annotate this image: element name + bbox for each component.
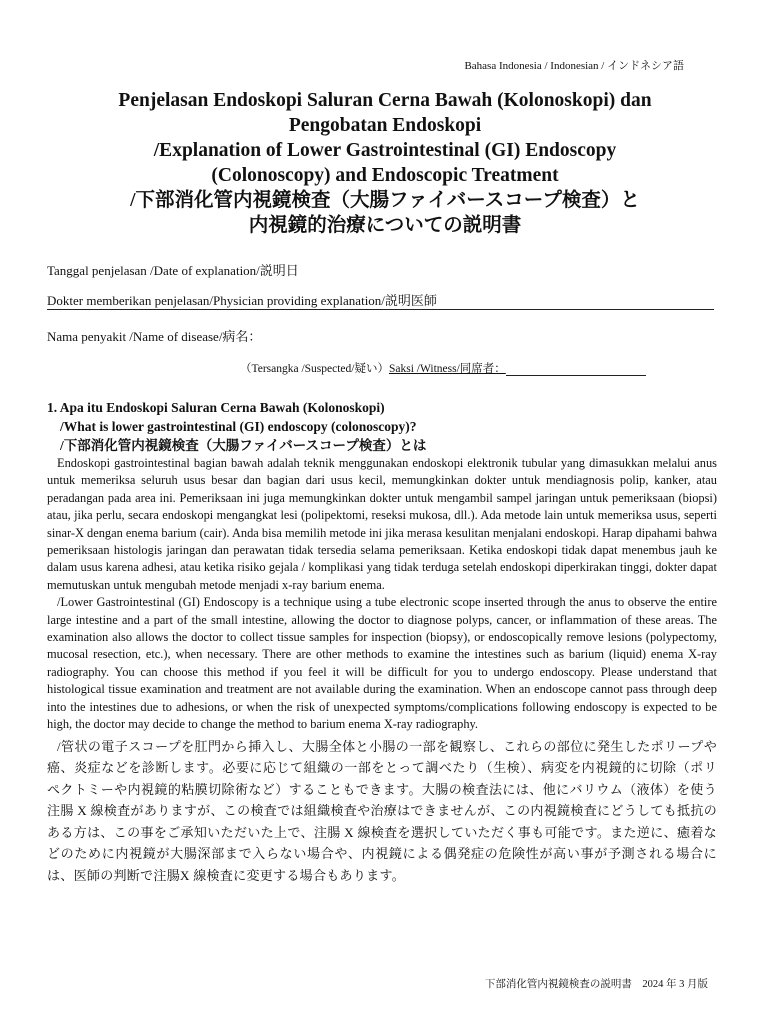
title-line-4: (Colonoscopy) and Endoscopic Treatment bbox=[211, 165, 559, 186]
title-line-5: /下部消化管内視鏡検査（大腸ファイバースコープ検査）と bbox=[130, 190, 640, 211]
paragraph-english: /Lower Gastrointestinal (GI) Endoscopy is a technique using a tube electronic scope inserted through the anus to observe the entire large intestine and a part of the small intestine, allowing the doctor to diagnose polyps, cancer, or inflammation of these areas. The examination also allows the doctor to collect tissue samples for inspection (biopsy), or endoscopically remove lesions (polypectomy, mucosal resection, etc.), when necessary. There are other methods to examine the intestines such as barium (liquid) enema X-ray radiography. You can choose this method if you feel it will be difficult for you to undergo endoscopy. Please understand that histological tissue examination and treatment are not available during the examination. When an endoscope cannot pass through deep into the intestines due to adhesions, or when the risk of unexpected symptoms/complications following endoscopy is expected to be high, the doctor may decide to change the method to barium enema X-ray radiography. bbox=[47, 595, 717, 732]
witness-line bbox=[240, 360, 646, 376]
section-heading-en: /What is lower gastrointestinal (GI) endoscopy (colonoscopy)? bbox=[60, 419, 417, 434]
witness-blank bbox=[506, 375, 646, 376]
title-line-2: Pengobatan Endoskopi bbox=[288, 115, 482, 136]
witness-label: Saksi /Witness/同席者： bbox=[388, 363, 506, 375]
title-line-3: /Explanation of Lower Gastrointestinal (GI) Endoscopy bbox=[153, 140, 617, 161]
section-heading-id: 1. Apa itu Endoskopi Saluran Cerna Bawah (Kolonoskopi) bbox=[47, 400, 385, 415]
language-label: Bahasa Indonesia / Indonesian / インドネシア語 bbox=[464, 60, 684, 72]
document-title bbox=[40, 88, 730, 238]
section-heading-ja: /下部消化管内視鏡検査（大腸ファイバースコープ検査）とは bbox=[60, 438, 427, 453]
paragraph-japanese: /管状の電子スコープを肛門から挿入し、大腸全体と小腸の一部を観察し、これらの部位に発生したポリープや癌、炎症などを診断します。必要に応じて組織の一部をとって調べたり（生検）、病変を内視鏡的に切除（ポリペクトミーや内視鏡的粘膜切除術など）することもできます。大腸の検査法には、他にバリウム（液体）を使う注腸 X 線検査がありますが、この検査では組織検査や治療はできませんが、この内視鏡検査にどうしても抵抗のある方は、この事をご承知いただいた上で、注腸 X 線検査を選択していただく事も可能です。また逆に、癒着などのために内視鏡が大腸深部まで入らない場合や、内視鏡による偶発症の危険性が高い事が予測される場合には、医師の判断で注腸X 線検査に変更する場合もあります。 bbox=[47, 738, 717, 883]
section-1 bbox=[47, 398, 717, 886]
suspected-label: （Tersangka /Suspected/疑い） bbox=[240, 363, 389, 375]
title-line-6: 内視鏡的治療についての説明書 bbox=[248, 215, 522, 236]
disease-field: Nama penyakit /Name of disease/病名： bbox=[47, 329, 262, 344]
date-field: Tanggal penjelasan /Date of explanation/説明日 bbox=[47, 263, 299, 278]
title-line-1: Penjelasan Endoskopi Saluran Cerna Bawah (Kolonoskopi) dan bbox=[118, 90, 652, 111]
paragraph-indonesian: Endoskopi gastrointestinal bagian bawah adalah teknik menggunakan endoskopi elektronik tubular yang dimasukkan melalui anus untuk memeriksa seluruh usus besar dan bagian dari usus kecil, memungkinkan dokter untuk mendiagnosis polip, kanker, atau peradangan pada area ini. Pemeriksaan ini juga memungkinkan dokter untuk mengambil sampel jaringan untuk pemeriksaan (biopsi) atau, jika perlu, secara endoskopi mengangkat lesi (polipektomi, reseksi mukosa, dll.). Ada metode lain untuk memeriksa usus, seperti sinar-X dengan enema barium (cair). Anda bisa memilih metode ini jika merasa kesulitan menjalani endoskopi. Harap dipahami bahwa pemeriksaan histologis jaringan dan perawatan tidak tersedia selama pemeriksaan. Ketika endoskopi tidak dapat menembus jauh ke dalam usus karena adhesi, atau ketika risiko gejala / komplikasi yang tidak terduga setelah endoskopi diperkirakan tinggi, dokter dapat memutuskan untuk mengubah metode menjadi x-ray barium enema. bbox=[47, 456, 717, 592]
footer-text: 下部消化管内視鏡検査の説明書 2024 年 3 月版 bbox=[484, 979, 708, 990]
physician-field: Dokter memberikan penjelasan/Physician providing explanation/説明医師 bbox=[47, 293, 714, 310]
